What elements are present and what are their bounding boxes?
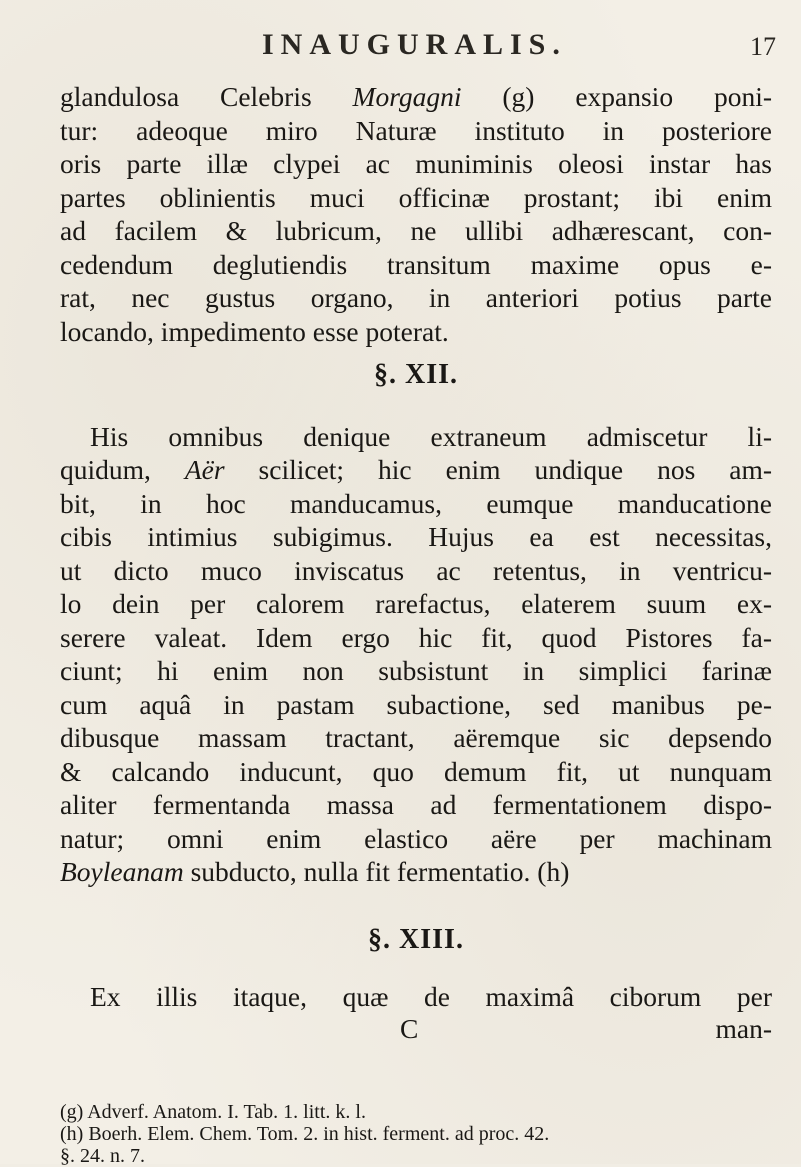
paragraph-continuation <box>60 80 772 348</box>
text-line: lo dein per calorem rarefactus, elaterem suum ex- <box>60 588 772 619</box>
text-line: dibusque massam tractant, aëremque sic depsendo <box>60 722 772 753</box>
text-line: tur: adeoque miro Naturæ instituto in posteriore <box>60 114 772 146</box>
page-number: 17 <box>750 32 776 61</box>
footnote-g: (g) Adverf. Anatom. I. Tab. 1. litt. k. l. <box>60 1101 366 1123</box>
text-line: cum aquâ in pastam subactione, sed manibus pe- <box>60 688 772 720</box>
signature-line <box>60 1014 772 1044</box>
footnote-h: (h) Boerh. Elem. Chem. Tom. 2. in hist. ferment. ad proc. 42. <box>60 1123 550 1145</box>
text-line: natur; omni enim elastico aëre per machinam <box>60 822 772 854</box>
text-line: ad facilem & lubricum, ne ullibi adhærescant, con- <box>60 215 772 246</box>
text-line: & calcando inducunt, quo demum fit, ut nunquam <box>60 755 772 787</box>
text-line: His omnibus denique extraneum admiscetur li- <box>90 420 772 452</box>
italic-word: Boyleanam <box>60 856 184 887</box>
text-line: oris parte illæ clypei ac muniminis oleosi instar has <box>60 148 772 179</box>
running-title: INAUGURALIS. <box>262 28 567 61</box>
text-line: cedendum deglutiendis transitum maxime opus e- <box>60 248 772 280</box>
text-line: locando, impedimento esse poterat. <box>60 315 449 347</box>
text-line: ut dicto muco inviscatus ac retentus, in ventricu- <box>60 554 772 586</box>
running-head <box>0 28 801 68</box>
text-line: quidum, Aër scilicet; hic enim undique nos am- <box>60 454 773 485</box>
paragraph-section-xii <box>60 420 772 889</box>
section-heading-xiii: §. XIII. <box>368 923 464 955</box>
text-line: Ex illis itaque, quæ de maximâ ciborum per <box>90 981 772 1012</box>
footnote-h-continuation: §. 24. n. 7. <box>60 1145 145 1167</box>
italic-word: Aër <box>184 454 225 485</box>
paragraph-section-xiii <box>60 980 772 1014</box>
text-line: aliter fermentanda massa ad fermentationem dispo- <box>60 789 772 820</box>
text-line: Boyleanam subducto, nulla fit fermentatio. (h) <box>60 856 570 887</box>
text-line: partes oblinientis muci officinæ prostant; ibi enim <box>60 181 772 213</box>
text-line: serere valeat. Idem ergo hic fit, quod Pistores fa- <box>60 621 772 653</box>
italic-word: Morgagni <box>352 81 462 112</box>
text-line: ciunt; hi enim non subsistunt in simplici farinæ <box>60 655 772 686</box>
text-line: bit, in hoc manducamus, eumque manducatione <box>60 487 772 519</box>
body-text <box>60 80 772 1044</box>
signature-mark: C <box>400 1012 419 1044</box>
section-heading-xii: §. XII. <box>373 359 458 390</box>
footnotes <box>60 1101 772 1167</box>
text-line: rat, nec gustus organo, in anteriori potius parte <box>60 282 772 313</box>
text-line: cibis intimius subigimus. Hujus ea est necessitas, <box>60 521 772 552</box>
text-line: glandulosa Celebris Morgagni (g) expansio poni- <box>60 81 772 112</box>
catchword: man- <box>715 1012 772 1044</box>
